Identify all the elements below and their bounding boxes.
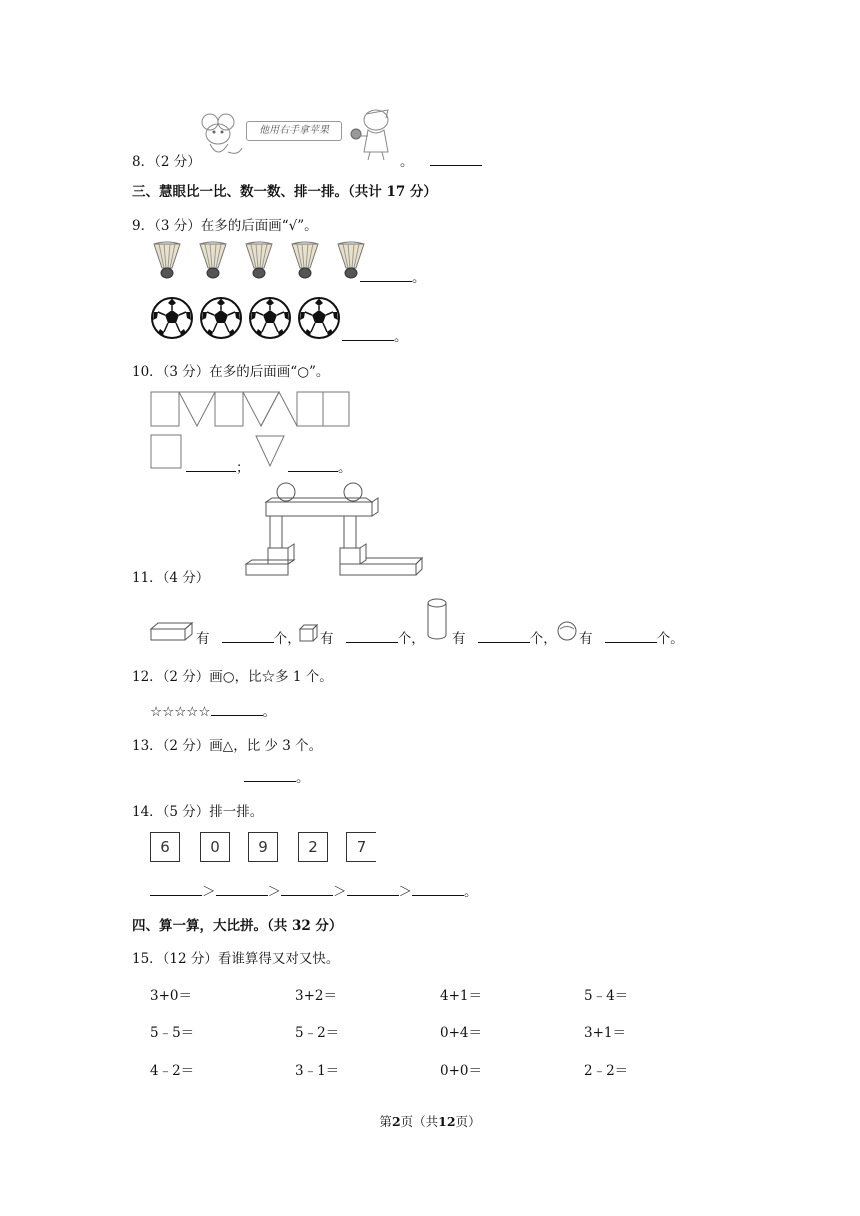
q14-blank-2[interactable] [216,881,268,896]
speech-bubble: 他用右手拿苹果 [246,121,342,141]
footer-post: 页） [455,1114,481,1129]
block-structure [240,480,424,580]
q11-label: 11．（4 分） [132,570,210,586]
q15-r1c3: 4+1＝ [440,988,482,1004]
q15-r1c1: 3+0＝ [150,988,192,1004]
q14-order-answer [150,880,478,900]
q15-r3c2: 3﹣1＝ [295,1063,340,1079]
q11-blank-cylinder[interactable] [478,628,530,643]
q14-label: 14．（5 分）排一排。 [132,804,264,820]
q15-label: 15．（12 分）看谁算得又对又快。 [132,951,340,967]
footer-mid: 页（共 [400,1114,439,1129]
number-card-2: 0 [200,832,230,862]
q14-blank-3[interactable] [281,881,333,896]
q12-answer [150,700,276,720]
q11-ge-end: 个。 [656,631,684,647]
q11-blank-sphere[interactable] [605,628,657,643]
football-icon [199,296,243,340]
shuttlecock-icon [152,240,182,280]
q12-label: 12．（2 分）画○，比☆多 1 个。 [132,669,333,685]
q15-r1c4: 5﹣4＝ [584,988,629,1004]
q11-cuboid-answer [196,627,301,647]
q11-ge-2: 个， [397,631,425,647]
q15-r2c1: 5﹣5＝ [150,1025,195,1041]
page-footer [0,1112,860,1130]
sphere-icon [557,621,579,643]
q15-r2c4: 3+1＝ [584,1025,626,1041]
q9-end-2: 。 [394,329,408,345]
q14-gt-4: ＞ [398,884,412,900]
q9-label: 9．（3 分）在多的后面画“√”。 [132,218,318,234]
q13-label: 13．（2 分）画△，比 少 3 个。 [132,738,323,754]
q11-blank-cuboid[interactable] [222,628,274,643]
number-card-1: 6 [150,832,180,862]
q8-answer [400,150,482,170]
section4-title: 四、算一算，大比拼。（共 32 分） [132,918,343,934]
q15-r3c3: 0+0＝ [440,1063,482,1079]
football-icon [150,296,194,340]
q9-blank-shuttlecocks[interactable] [360,267,412,282]
q14-gt-1: ＞ [202,884,216,900]
q13-end: 。 [296,770,310,786]
footer-pre: 第 [379,1114,392,1129]
section3-title: 三、慧眼比一比、数一数、排一排。（共计 17 分） [132,184,437,200]
q13-blank[interactable] [244,767,296,782]
square-icon [150,434,184,470]
footer-page-number: 2 [391,1114,401,1129]
q10-end: 。 [338,460,352,476]
q9-end-1: 。 [412,270,426,286]
cylinder-icon [427,598,449,642]
q11-you-1: 有 [196,631,210,647]
q10-square-answer [186,456,250,476]
shuttlecock-icon [198,240,228,280]
football-icon [297,296,341,340]
number-card-3: 9 [248,832,278,862]
q11-sphere-answer [579,627,684,647]
q14-gt-3: ＞ [333,884,347,900]
q9-blank-footballs[interactable] [342,326,394,341]
q11-you-2: 有 [320,631,334,647]
q11-ge-3: 个， [529,631,557,647]
q12-blank[interactable] [211,701,263,716]
football-icon [248,296,292,340]
q12-end: 。 [262,704,277,720]
q14-blank-5[interactable] [412,881,464,896]
footer-total-pages: 12 [438,1114,456,1129]
q15-r1c2: 3+2＝ [295,988,337,1004]
q8-blank[interactable] [430,151,482,166]
q12-stars: ☆☆☆☆☆ [150,704,211,720]
q15-r2c2: 5﹣2＝ [295,1025,340,1041]
number-card-5: 7 [346,832,376,862]
q10-label: 10．（3 分）在多的后面画“○”。 [132,364,330,380]
cuboid-icon [150,622,194,642]
q11-you-4: 有 [579,631,593,647]
q14-gt-2: ＞ [267,884,281,900]
q8-suffix: 。 [400,154,414,170]
q15-r2c3: 0+4＝ [440,1025,482,1041]
q15-r3c1: 4﹣2＝ [150,1063,195,1079]
q14-blank-4[interactable] [347,881,399,896]
cube-icon [299,624,319,642]
q10-triangle-answer [288,456,352,476]
q9-row2-answer [342,325,408,345]
shape-strip [150,391,352,429]
triangle-icon [254,434,288,470]
q11-ge-1: 个， [273,631,301,647]
shuttlecock-icon [290,240,320,280]
mouse-illustration [198,112,246,162]
q15-r3c4: 2﹣2＝ [584,1063,629,1079]
girl-illustration [348,106,398,162]
q11-blank-cube[interactable] [346,628,398,643]
q11-cube-answer [320,627,425,647]
q14-blank-1[interactable] [150,881,202,896]
q11-cylinder-answer [452,627,557,647]
q10-sep: ； [236,460,250,476]
q10-blank-triangle[interactable] [288,457,338,472]
q8-label: 8．（2 分） [132,154,201,170]
q13-answer [244,766,310,786]
q11-you-3: 有 [452,631,466,647]
shuttlecock-icon [244,240,274,280]
number-card-4: 2 [298,832,328,862]
q10-blank-square[interactable] [186,457,236,472]
q14-end: 。 [464,884,478,900]
q9-row1-answer [360,266,426,286]
